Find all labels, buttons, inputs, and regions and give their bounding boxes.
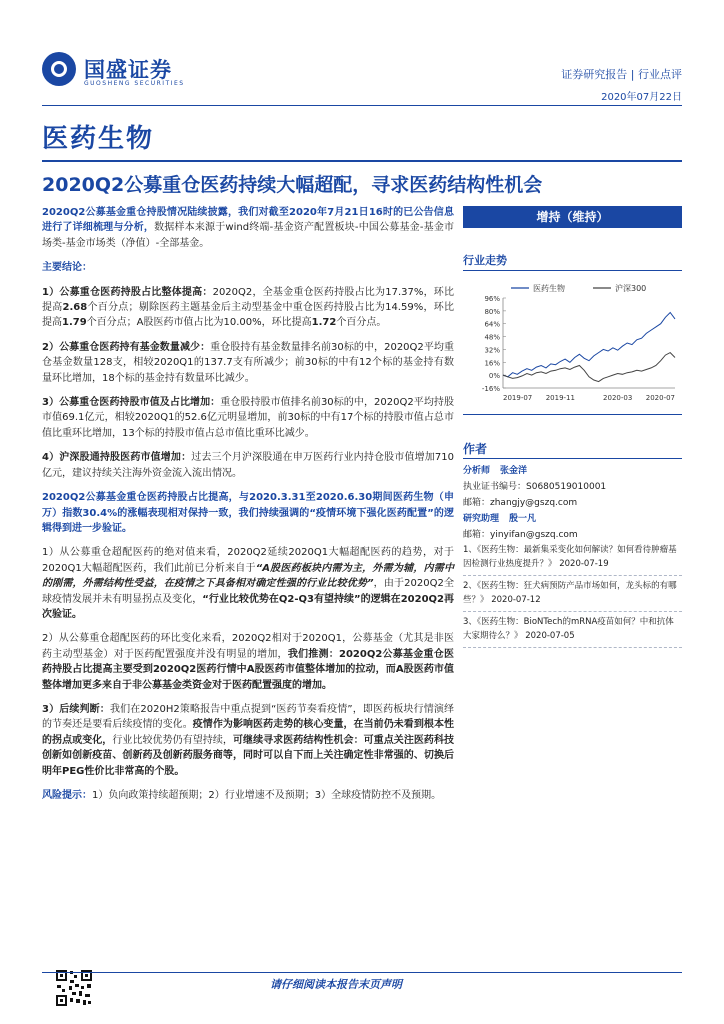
report-title: 2020Q2公募重仓医药持续大幅超配，寻求医药结构性机会 [42,174,543,196]
analysis-3-bold: 可继续寻求医药结构性机会：可重点关注医药科技创新如创新疫苗、创新药及创新药服务商等，同时可以自下而上关注确定性非常强的、切换后明年PEG性价比非常高的个股。 [42,734,455,777]
conclusion-1-heading: 1）公募重仓医药持股占比整体提高： [42,286,213,298]
conclusions-heading: 主要结论： [42,262,92,274]
rating-badge: 增持（维持） [463,206,682,228]
trend-heading: 行业走势 [463,254,507,267]
analyst-name: 张金洋 [500,466,528,476]
analysis-3 [42,702,454,779]
analyst-row [463,463,682,479]
industry-trend-chart [463,276,682,411]
y-tick-label: -16% [481,385,500,393]
sector-heading: 医药生物 [42,124,155,154]
conclusion-3-heading: 3）公募重仓医药持股市值及占比增加： [42,397,221,409]
legend-label: 医药生物 [533,284,565,293]
y-tick-label: 80% [484,307,500,316]
analysis-3-text: 我们在2020H2策略报告中重点提到“医药节奏看疫情”，即医药板块行情演绎的节奏还是要看后续疫情的变化。 [42,703,454,731]
conclusion-4-heading: 4）沪深股通持股医药市值增加： [42,452,192,464]
x-tick-label: 2019-07 [503,394,533,402]
assistant-name: 殷一凡 [509,514,537,524]
related-report-title: 3、《医药生物：BioNTech的mRNA疫苗如何？中和抗体大家期待么？》 [463,617,674,641]
legend-label: 沪深300 [615,284,647,293]
intro-text: 数据样本来源于wind终端-基金资产配置板块-中国公募基金-基金市场类-基金市场类（净值）-全部基金。 [42,222,455,249]
analyst-email[interactable]: 邮箱：zhangjy@gszq.com [463,498,578,508]
summary-paragraph: 2020Q2公募基金重仓医药持股占比提高，与2020.3.31至2020.6.30期间医药生物（申万）指数30.4%的涨幅表现相对保持一致，我们持续强调的“疫情环境下强化医药配置”的逻辑得到进一步验证。 [42,492,454,534]
author-info [463,463,682,543]
logo-mark-icon [42,52,76,86]
conclusion-2 [42,340,454,386]
related-report-date: 2020-07-12 [491,595,541,605]
header-divider [42,105,682,106]
chart-divider [463,414,682,415]
risk-warning [42,788,454,803]
y-tick-label: 48% [484,333,500,342]
analysis-2 [42,631,454,693]
related-reports [463,540,682,648]
report-date: 2020年07月22日 [601,92,682,103]
intro-bold: 2020Q2公募基金重仓持股情况陆续披露，我们对截至2020年7月21日16时的已公告信息进行了详细梳理与分析， [42,207,454,234]
assistant-row [463,511,682,527]
conclusion-1-text: 个百分点。 [336,317,387,329]
footer-divider [42,972,682,973]
intro-paragraph [42,205,454,251]
conclusion-2-heading: 2）公募重仓医药持有基金数量减少： [42,341,211,353]
author-heading: 作者 [463,442,488,456]
report-type: 证券研究报告 | 行业点评 [561,68,682,81]
analysis-1-bold: “A股医药板块内需为主，外需为辅，内需中的刚需，外需结构性受益，在疫情之下具备相对确定性强的行业比较优势” [42,562,454,590]
analysis-2-bold: 我们推测：2020Q2公募基金重仓医药持股占比提高主要受到2020Q2医药行情中A股医药市值整体增加的拉动，而A股医药市值整体增加更多来自于非公募基金类资金对于医药配置强度的增加。 [42,648,455,691]
related-report[interactable] [463,576,682,612]
conclusion-1-text: 个百分点；A股医药市值占比为10.00%，环比提高 [86,317,312,329]
analysis-3-heading: 3）后续判断： [42,703,110,715]
assistant-email[interactable]: 邮箱：yinyifan@gszq.com [463,530,578,540]
related-report[interactable] [463,612,682,648]
y-tick-label: 32% [484,346,500,355]
license-number: 执业证书编号：S0680519010001 [463,482,607,492]
conclusion-1-value: 1.72 [311,317,337,329]
qr-code-icon [54,968,94,1008]
risk-heading: 风险提示： [42,790,92,801]
logo-name-cn: 国盛证券 [84,58,172,82]
related-report-title: 2、《医药生物：狂犬病预防产品市场如何，龙头标的有哪些？》 [463,581,677,605]
x-tick-label: 2020-03 [603,394,633,402]
author-divider [463,458,682,459]
conclusion-2-text: 重仓股持有基金数量排名前30标的中，2020Q2平均重仓基金数量128支，相较2020Q1的137.7支有所减少；前30标的中有12个标的基金持有数量环比增加，18个标的基金持有数量环比减少。 [42,341,454,384]
conclusion-1 [42,285,454,331]
y-tick-label: 0% [488,372,500,381]
y-tick-label: 64% [484,320,500,329]
company-logo [42,52,192,92]
conclusion-1-value: 2.68 [62,302,88,314]
risk-text: 1）负向政策持续超预期；2）行业增速不及预期；3）全球疫情防控不及预期。 [92,790,442,801]
y-tick-label: 16% [484,359,500,368]
analysis-2-text: 2）从公募重仓超配医药的环比变化来看，2020Q2相对于2020Q1，公募基金（尤其是非医药主动型基金）对于医药配置强度并没有明显的增加， [42,633,454,660]
conclusion-4 [42,450,454,481]
y-tick-label: 96% [484,295,500,303]
trend-divider [463,270,682,271]
analysis-1-text: ，由于2020Q2全球疫情发展并未有明显拐点及变化， [42,578,454,605]
related-report-date: 2020-07-05 [525,631,575,641]
analysis-1-text: 1）从公募重仓超配医药的绝对值来看，2020Q2延续2020Q1大幅超配医药的趋势，对于2020Q1大幅超配医药，我们此前已分析来自于 [42,547,454,574]
analyst-label: 分析师 [463,466,491,476]
conclusion-3 [42,395,454,441]
analysis-3-text: 行业比较优势仍有望持续， [112,734,233,746]
series-line [503,353,675,382]
footer-disclaimer: 请仔细阅读本报告末页声明 [270,978,402,991]
report-body [42,205,454,803]
conclusion-1-text: 个百分点；剔除医药主题基金后主动型基金中重仓医药持股占比为14.59%，环比提高 [42,302,454,329]
conclusion-4-text: 过去三个月沪深股通在申万医药行业内持仓股市值增加710亿元，建议持续关注海外资金流入流出情况。 [42,452,454,479]
related-report-title: 1、《医药生物：最新集采变化如何解读？如何看待肿瘤基因检测行业热度提升？》 [463,545,677,569]
analysis-3-bold: 疫情作为影响医药走势的核心变量，在当前仍未看到根本性的拐点或变化， [42,719,454,746]
related-report-date: 2020-07-19 [559,559,609,569]
analysis-1 [42,545,454,622]
series-line [503,313,675,377]
x-tick-label: 2019-11 [545,394,575,402]
conclusion-1-text: 2020Q2，全基金重仓医药持股占比为17.37%，环比提高 [42,286,454,314]
sector-divider [42,160,682,162]
assistant-label: 研究助理 [463,514,500,524]
logo-name-en: GUOSHENG SECURITIES [84,80,185,87]
related-report[interactable] [463,540,682,576]
analysis-1-bold: “行业比较优势在Q2-Q3有望持续”的逻辑在2020Q2再次验证。 [42,593,455,620]
x-tick-label: 2020-07 [645,394,675,402]
conclusion-3-text: 重仓股持股市值排名前30标的中，2020Q2平均持股市值69.1亿元，相较2020Q1的52.6亿元明显增加，前30标的中有17个标的持股市值占总市值比重环比增加，13个标的持股市值占总市值比重环比减少。 [42,397,454,439]
conclusion-1-value: 1.79 [62,317,87,329]
